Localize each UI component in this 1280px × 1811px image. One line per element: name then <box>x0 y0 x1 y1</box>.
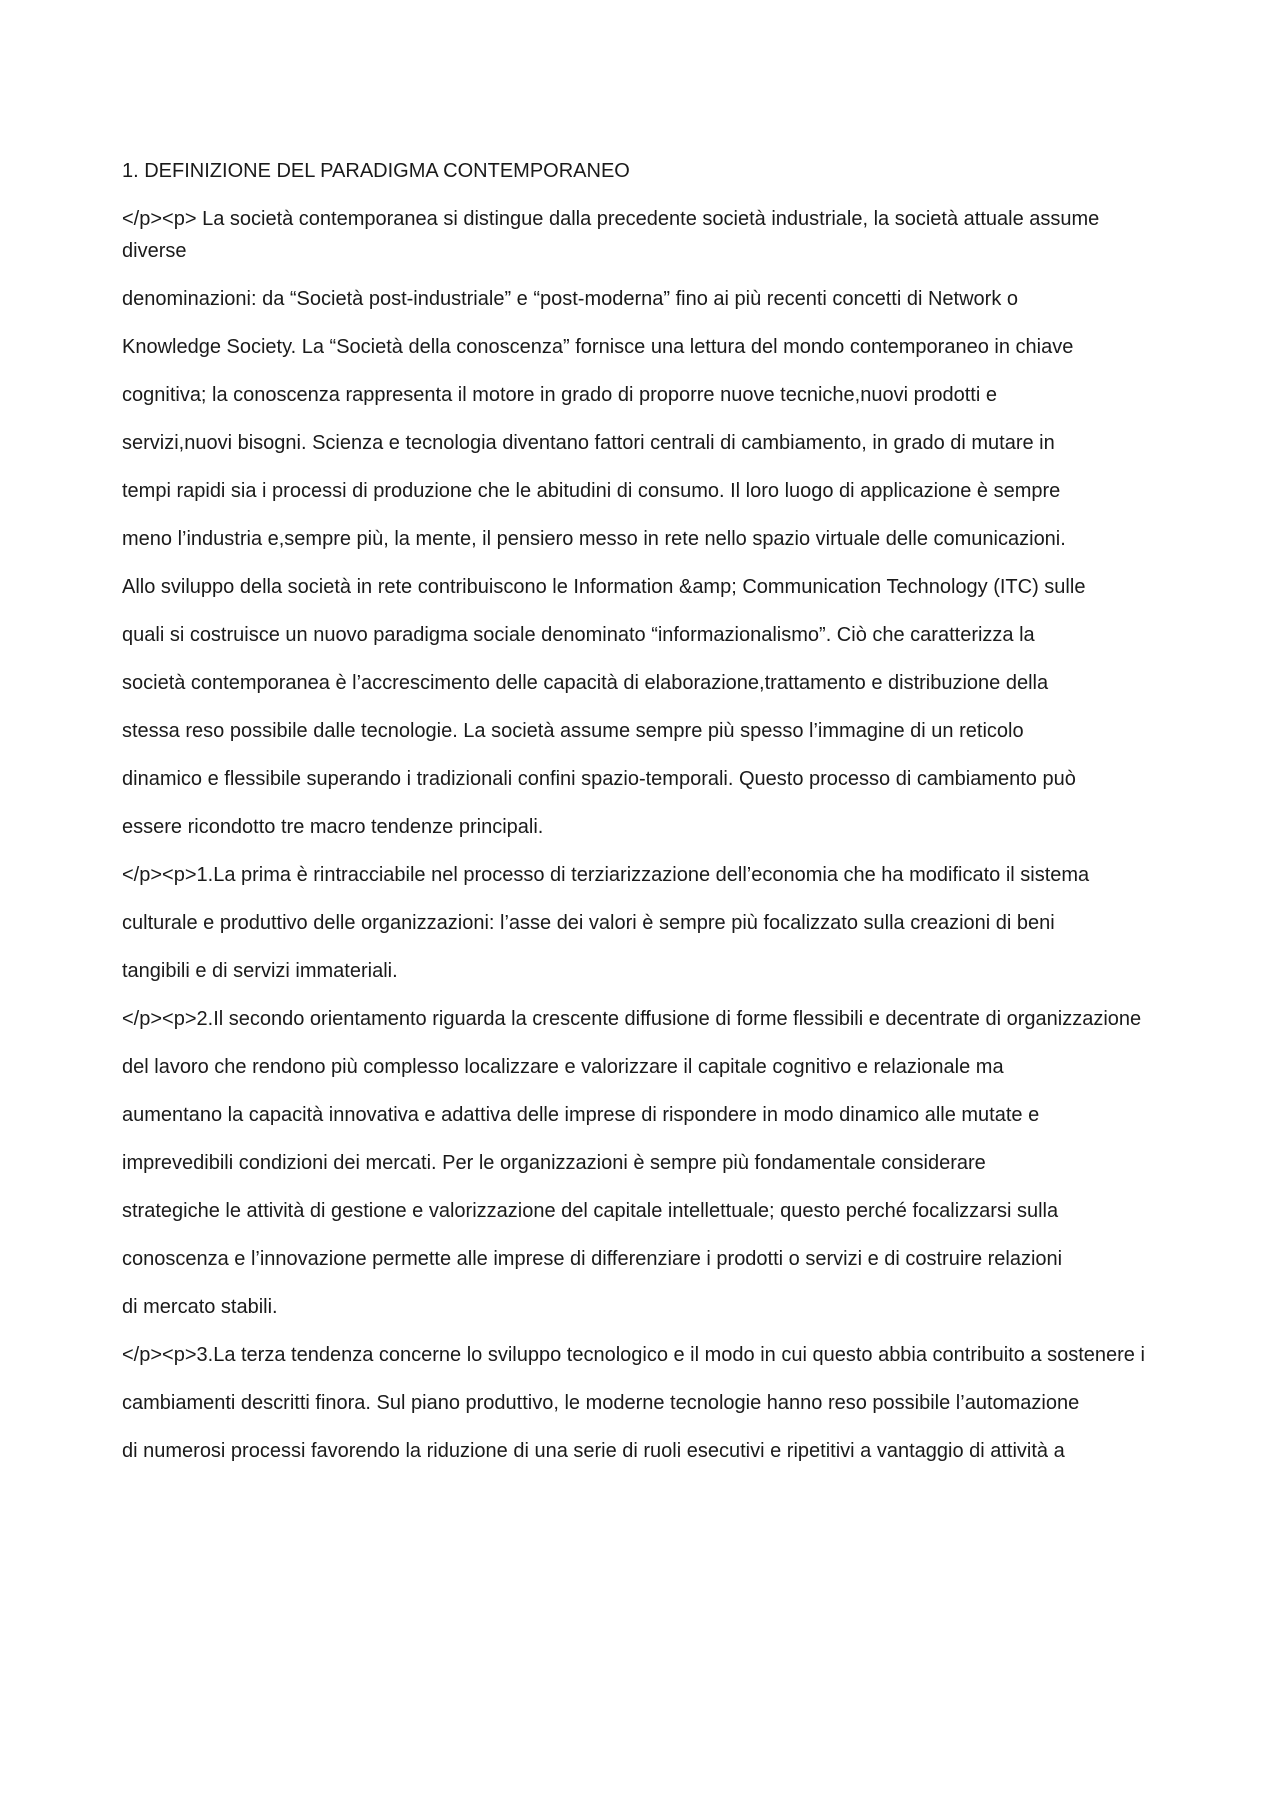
text-line: tempi rapidi sia i processi di produzione che le abitudini di consumo. Il loro luogo di applicazione è sempre <box>122 480 1061 502</box>
text-line: di mercato stabili. <box>122 1296 278 1318</box>
text-line: conoscenza e l’innovazione permette alle imprese di differenziare i prodotti o servizi e di costruire relazioni <box>122 1248 1063 1270</box>
text-line: meno l’industria e,sempre più, la mente, il pensiero messo in rete nello spazio virtuale delle comunicazioni. <box>122 528 1066 550</box>
text-line: culturale e produttivo delle organizzazioni: l’asse dei valori è sempre più focalizzato sulla creazioni di beni <box>122 912 1055 934</box>
text-line: aumentano la capacità innovativa e adattiva delle imprese di rispondere in modo dinamico alle mutate e <box>122 1104 1040 1126</box>
text-line: del lavoro che rendono più complesso localizzare e valorizzare il capitale cognitivo e relazionale ma <box>122 1056 1004 1078</box>
text-line: cognitiva; la conoscenza rappresenta il motore in grado di proporre nuove tecniche,nuovi prodotti e <box>122 384 997 406</box>
text-line: cambiamenti descritti finora. Sul piano produttivo, le moderne tecnologie hanno reso possibile l’automazione <box>122 1392 1080 1414</box>
text-line: </p><p>2.Il secondo orientamento riguarda la crescente diffusione di forme flessibili e decentrate di organizzazione <box>122 1008 1142 1030</box>
text-line: Knowledge Society. La “Società della conoscenza” fornisce una lettura del mondo contemporaneo in chiave <box>122 336 1074 358</box>
text-line: società contemporanea è l’accrescimento delle capacità di elaborazione,trattamento e distribuzione della <box>122 672 1049 694</box>
text-line: </p><p>1.La prima è rintracciabile nel processo di terziarizzazione dell’economia che ha modificato il sistema <box>122 864 1090 886</box>
text-line: quali si costruisce un nuovo paradigma sociale denominato “informazionalismo”. Ciò che caratterizza la <box>122 624 1035 646</box>
text-line: stessa reso possibile dalle tecnologie. La società assume sempre più spesso l’immagine di un reticolo <box>122 720 1024 742</box>
text-line: di numerosi processi favorendo la riduzione di una serie di ruoli esecutivi e ripetitivi a vantaggio di attività a <box>122 1440 1065 1462</box>
text-line: denominazioni: da “Società post-industriale” e “post-moderna” fino ai più recenti concetti di Network o <box>122 288 1019 310</box>
text-line: essere ricondotto tre macro tendenze principali. <box>122 816 544 838</box>
text-line: </p><p> La società contemporanea si distingue dalla precedente società industriale, la società attuale assume diverse <box>122 208 1100 262</box>
text-line: servizi,nuovi bisogni. Scienza e tecnologia diventano fattori centrali di cambiamento, in grado di mutare in <box>122 432 1055 454</box>
text-line: imprevedibili condizioni dei mercati. Per le organizzazioni è sempre più fondamentale considerare <box>122 1152 986 1174</box>
text-line: </p><p>3.La terza tendenza concerne lo sviluppo tecnologico e il modo in cui questo abbia contribuito a sostenere i <box>122 1344 1145 1366</box>
text-line: tangibili e di servizi immateriali. <box>122 960 398 982</box>
text-line: strategiche le attività di gestione e valorizzazione del capitale intellettuale; questo perché focalizzarsi sulla <box>122 1200 1059 1222</box>
section-heading: 1. DEFINIZIONE DEL PARADIGMA CONTEMPORANEO <box>122 160 630 182</box>
text-line: dinamico e flessibile superando i tradizionali confini spazio-temporali. Questo processo di cambiamento può <box>122 768 1076 790</box>
text-line: Allo sviluppo della società in rete contribuiscono le Information &amp; Communication Technology (ITC) sulle <box>122 576 1086 598</box>
document-body <box>122 155 1162 1467</box>
